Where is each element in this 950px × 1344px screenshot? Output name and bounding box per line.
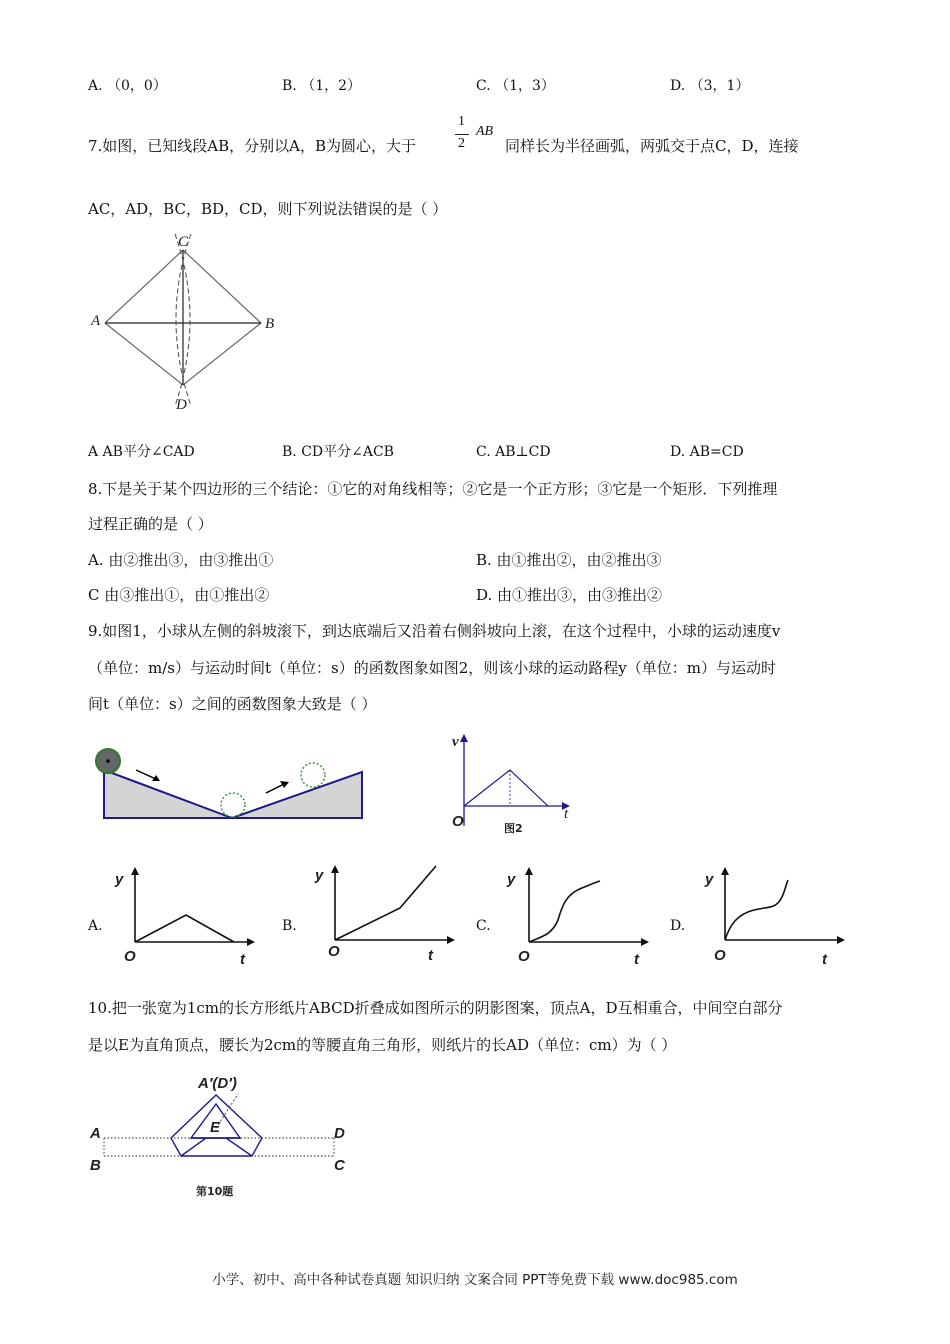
- graph-a-o-label: O: [124, 948, 136, 965]
- q7-text-line2: AC，AD，BC，BD，CD，则下列说法错误的是（ ）: [88, 200, 448, 218]
- q8-option-b: B. 由①推出②，由②推出③: [476, 551, 662, 569]
- q6-option-c: C. （1，3）: [476, 78, 555, 94]
- q7-label-c: C: [178, 234, 189, 250]
- fig2-v-label: v: [452, 734, 459, 750]
- q10-label-c: C: [334, 1157, 345, 1174]
- q6-option-b: B. （1，2）: [282, 78, 362, 94]
- graph-d-o-label: O: [714, 947, 726, 964]
- q10-figure: [86, 1068, 356, 1203]
- q8-text-line1: 8.下是关于某个四边形的三个结论：①它的对角线相等；②它是一个正方形；③它是一个矩形．下列推理: [88, 480, 778, 498]
- q7-label-a: A: [91, 313, 101, 329]
- q7-figure: [85, 228, 285, 418]
- q9-option-d: D.: [670, 918, 686, 934]
- q7-option-a: A AB平分∠CAD: [88, 444, 195, 460]
- q9-option-c: C.: [476, 918, 491, 934]
- q9-graph-b: [310, 858, 460, 968]
- graph-c-t-label: t: [634, 951, 639, 968]
- q7-text-line1b: 同样长为半径画弧，两弧交于点C，D，连接: [505, 137, 799, 155]
- q7-fraction-num: 1: [458, 114, 465, 129]
- q9-option-a: A.: [88, 918, 103, 934]
- graph-d-t-label: t: [822, 951, 827, 968]
- q6-option-d: D. （3，1）: [670, 78, 750, 94]
- q10-label-e: E: [210, 1119, 221, 1136]
- q9-graph-c: [504, 860, 654, 970]
- q7-label-d: D: [176, 397, 187, 413]
- q10-label-a: A: [90, 1125, 101, 1142]
- q9-text-line3: 间t（单位：s）之间的函数图象大致是（ ）: [88, 695, 377, 713]
- fig2-caption: 图2: [504, 822, 523, 835]
- q10-label-apex: A′(D′): [198, 1075, 237, 1092]
- q8-text-line2: 过程正确的是（ ）: [88, 515, 213, 533]
- graph-c-y-label: y: [507, 871, 516, 888]
- graph-b-o-label: O: [328, 943, 340, 960]
- q9-option-b: B.: [282, 918, 297, 934]
- q7-option-c: C. AB⊥CD: [476, 444, 551, 460]
- graph-b-y-label: y: [315, 867, 324, 884]
- q7-fraction-bar: [455, 134, 469, 135]
- q10-text-line1: 10.把一张宽为1cm的长方形纸片ABCD折叠成如图所示的阴影图案，顶点A，D互相重合，中间空白部分: [88, 999, 783, 1017]
- graph-b-t-label: t: [428, 947, 433, 964]
- q8-option-d: D. 由①推出③，由③推出②: [476, 586, 663, 604]
- q10-label-b: B: [90, 1157, 101, 1174]
- q9-text-line2: （单位：m/s）与运动时间t（单位：s）的函数图象如图2，则该小球的运动路程y（单位：m）与运动时: [88, 659, 776, 677]
- fig2-t-label: t: [564, 806, 569, 822]
- q9-graph-a: [110, 860, 260, 970]
- graph-c-o-label: O: [518, 948, 530, 965]
- q8-option-a: A. 由②推出③，由③推出①: [88, 551, 274, 569]
- page-footer: 小学、初中、高中各种试卷真题 知识归纳 文案合同 PPT等免费下载 www.doc985.com: [212, 1272, 738, 1288]
- graph-d-y-label: y: [705, 871, 714, 888]
- q10-text-line2: 是以E为直角顶点，腰长为2cm的等腰直角三角形，则纸片的长AD（单位：cm）为（ ）: [88, 1036, 677, 1054]
- q7-text-line1a: 7.如图，已知线段AB，分别以A，B为圆心，大于: [88, 137, 417, 155]
- q9-figure1-slopes: [90, 740, 370, 830]
- graph-a-y-label: y: [115, 871, 124, 888]
- q8-option-c: C 由③推出①，由①推出②: [88, 586, 270, 604]
- q9-figure2-vt-graph: [448, 730, 578, 840]
- q7-fraction-den: 2: [458, 136, 465, 151]
- fig2-o-label: O: [452, 813, 464, 830]
- q9-text-line1: 9.如图1，小球从左侧的斜坡滚下，到达底端后又沿着右侧斜坡向上滚，在这个过程中，小球的运动速度v: [88, 622, 781, 640]
- q10-label-d: D: [334, 1125, 345, 1142]
- q7-option-d: D. AB=CD: [670, 444, 744, 460]
- q6-option-a: A. （0，0）: [88, 78, 167, 94]
- q9-graph-d: [700, 862, 850, 972]
- q7-label-b: B: [265, 316, 275, 332]
- q7-option-b: B. CD平分∠ACB: [282, 444, 394, 460]
- q7-fraction-var: AB: [476, 124, 494, 139]
- graph-a-t-label: t: [240, 951, 245, 968]
- q10-caption: 第10题: [196, 1185, 234, 1198]
